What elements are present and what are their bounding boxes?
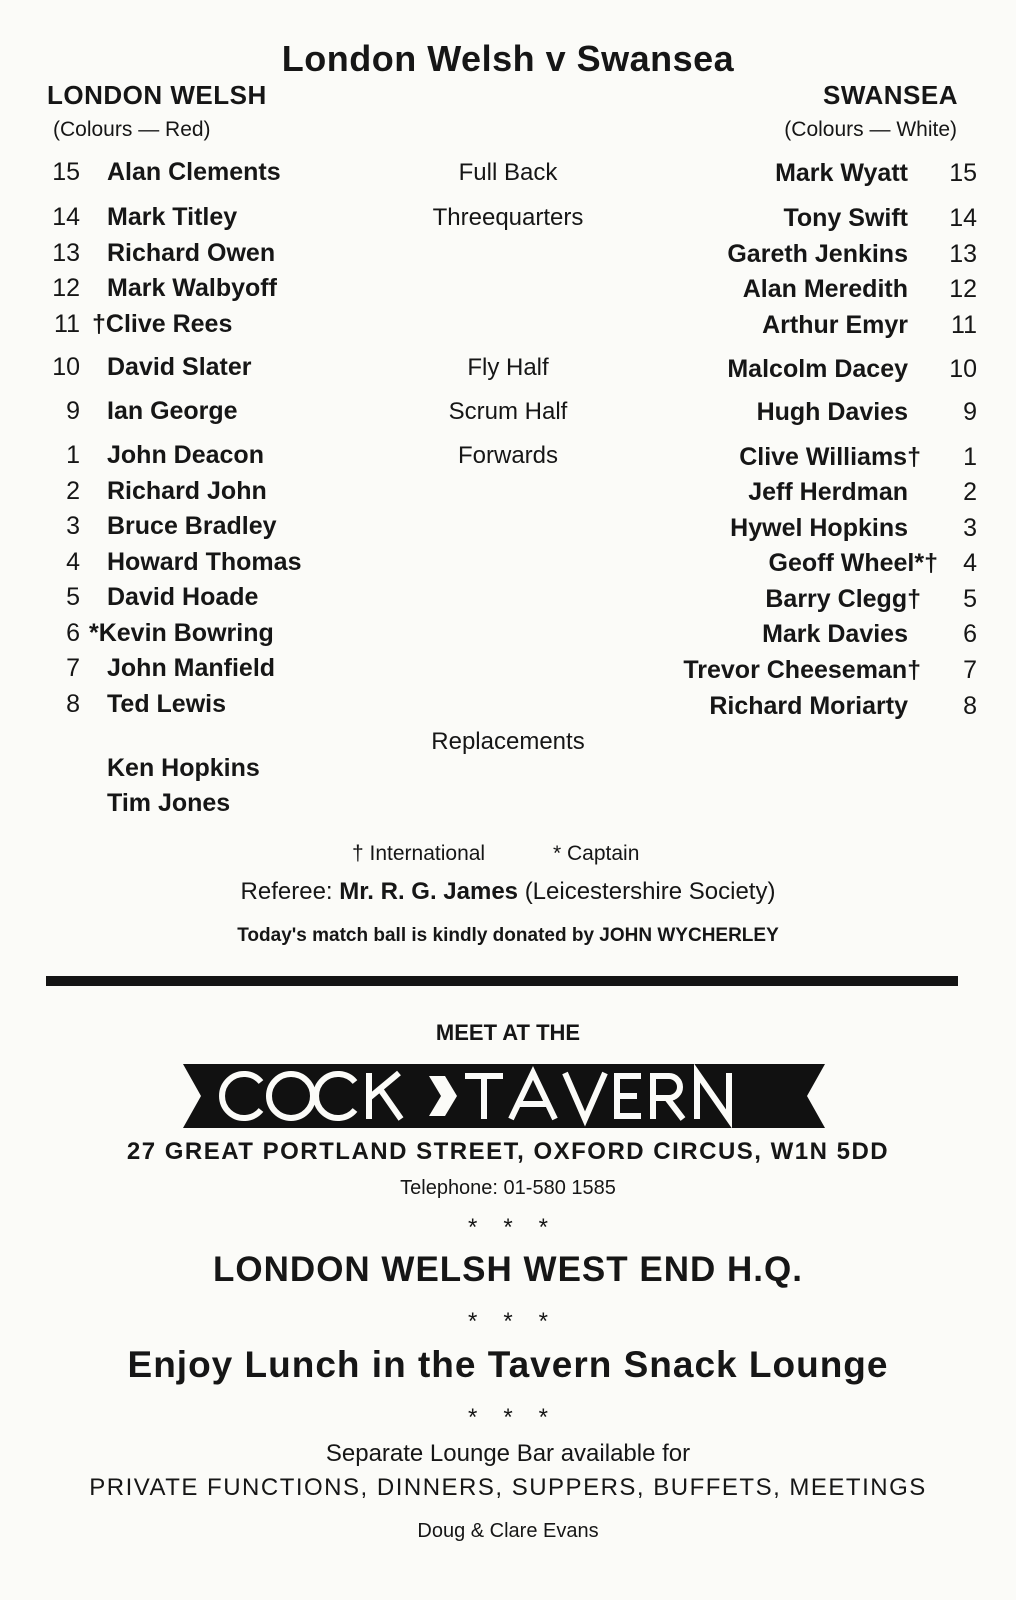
away-player-name: Arthur Emyr <box>762 311 908 339</box>
star-separator: *** <box>467 1404 575 1431</box>
home-replacement-name: Tim Jones <box>107 789 231 817</box>
referee-society: (Leicestershire Society) <box>524 878 776 905</box>
home-team-name: LONDON WELSH <box>47 80 267 110</box>
away-player-name: Trevor Cheeseman† <box>683 656 921 684</box>
away-player-number: 2 <box>963 478 977 506</box>
lounge-bar-text: Separate Lounge Bar available for <box>325 1440 691 1467</box>
away-player-number: 6 <box>963 620 977 648</box>
tavern-telephone: Telephone: 01-580 1585 <box>400 1177 616 1199</box>
section-divider <box>46 976 958 986</box>
home-player-name: David Hoade <box>107 583 259 611</box>
away-player-name: Richard Moriarty <box>709 692 908 720</box>
position-full-back: Full Back <box>458 159 558 186</box>
away-player-name: Tony Swift <box>783 204 908 232</box>
cock-tavern-logo <box>183 1064 825 1128</box>
away-player-number: 14 <box>949 204 977 232</box>
position-threequarters: Threequarters <box>432 204 584 231</box>
referee-name: Mr. R. G. James <box>339 878 519 905</box>
away-player-name: Hugh Davies <box>756 398 908 426</box>
home-player-name: Ian George <box>107 397 238 425</box>
away-team-colours: (Colours — White) <box>784 118 957 141</box>
home-team-colours: (Colours — Red) <box>53 118 211 141</box>
away-player-number: 15 <box>949 159 977 187</box>
position-scrum-half: Scrum Half <box>448 398 568 425</box>
home-player-number: 13 <box>52 239 80 267</box>
home-player-name: John Deacon <box>107 441 264 469</box>
home-player-number: 6 <box>66 619 80 647</box>
star-separator: *** <box>467 1308 575 1335</box>
away-player-number: 8 <box>963 692 977 720</box>
home-player-number: 7 <box>66 654 80 682</box>
home-player-name: Howard Thomas <box>107 548 302 576</box>
programme-title: London Welsh v Swansea <box>281 38 735 79</box>
lunch-heading: Enjoy Lunch in the Tavern Snack Lounge <box>127 1344 889 1385</box>
star-separator: *** <box>467 1214 575 1241</box>
referee-label: Referee: <box>240 878 333 905</box>
home-player-name: Richard Owen <box>107 239 276 267</box>
position-forwards: Forwards <box>457 442 559 469</box>
away-player-number: 3 <box>963 514 977 542</box>
away-player-number: 5 <box>963 585 977 613</box>
away-player-name: Gareth Jenkins <box>727 240 908 268</box>
home-player-number: 11 <box>54 310 80 338</box>
away-player-number: 10 <box>949 355 977 383</box>
home-player-number: 14 <box>52 203 80 231</box>
away-player-number: 9 <box>963 398 977 426</box>
away-player-name: Geoff Wheel*† <box>768 549 938 577</box>
home-player-number: 10 <box>52 353 80 381</box>
away-player-number: 12 <box>949 275 977 303</box>
away-player-number: 11 <box>951 311 977 339</box>
legend-captain: * Captain <box>553 842 640 865</box>
home-player-number: 3 <box>66 512 80 540</box>
legend-international: † International <box>352 842 486 865</box>
home-player-name: *Kevin Bowring <box>89 619 274 647</box>
away-player-name: Malcolm Dacey <box>727 355 908 383</box>
tavern-address: 27 GREAT PORTLAND STREET, OXFORD CIRCUS, W1N 5DD <box>126 1138 890 1165</box>
away-player-name: Mark Davies <box>762 620 908 648</box>
home-player-name: Mark Titley <box>107 203 238 231</box>
away-player-name: Jeff Herdman <box>748 478 908 506</box>
home-player-name: Mark Walbyoff <box>107 274 277 302</box>
away-player-number: 7 <box>963 656 977 684</box>
functions-list: PRIVATE FUNCTIONS, DINNERS, SUPPERS, BUFFETS, MEETINGS <box>89 1474 927 1501</box>
match-ball-notice: Today's match ball is kindly donated by JOHN WYCHERLEY <box>237 925 779 946</box>
away-player-number: 1 <box>963 443 977 471</box>
referee-line <box>0 878 1016 906</box>
home-player-number: 9 <box>66 397 80 425</box>
home-player-number: 2 <box>66 477 80 505</box>
home-player-name: Alan Clements <box>107 158 281 186</box>
home-player-number: 12 <box>52 274 80 302</box>
home-player-number: 8 <box>66 690 80 718</box>
home-player-name: Ted Lewis <box>107 690 227 718</box>
away-player-name: Mark Wyatt <box>775 159 908 187</box>
home-player-number: 15 <box>52 158 80 186</box>
home-player-name: John Manfield <box>107 654 276 682</box>
home-player-number: 5 <box>66 583 80 611</box>
away-player-name: Alan Meredith <box>742 275 908 303</box>
home-player-number: 4 <box>66 548 80 576</box>
proprietors: Doug & Clare Evans <box>417 1520 599 1542</box>
position-replacements: Replacements <box>431 728 585 755</box>
home-player-number: 1 <box>66 441 80 469</box>
away-team-name: SWANSEA <box>823 80 958 110</box>
headquarters-heading: LONDON WELSH WEST END H.Q. <box>213 1250 803 1289</box>
meet-heading: MEET AT THE <box>435 1020 581 1045</box>
home-player-name: †Clive Rees <box>92 310 233 338</box>
home-replacement-name: Ken Hopkins <box>107 754 260 782</box>
home-player-name: Bruce Bradley <box>107 512 277 540</box>
home-player-name: David Slater <box>107 353 252 381</box>
position-fly-half: Fly Half <box>467 354 549 381</box>
away-player-number: 13 <box>949 240 977 268</box>
away-player-name: Hywel Hopkins <box>730 514 908 542</box>
home-player-name: Richard John <box>107 477 267 505</box>
away-player-name: Barry Clegg† <box>765 585 921 613</box>
away-player-name: Clive Williams† <box>739 443 921 471</box>
away-player-number: 4 <box>963 549 977 577</box>
